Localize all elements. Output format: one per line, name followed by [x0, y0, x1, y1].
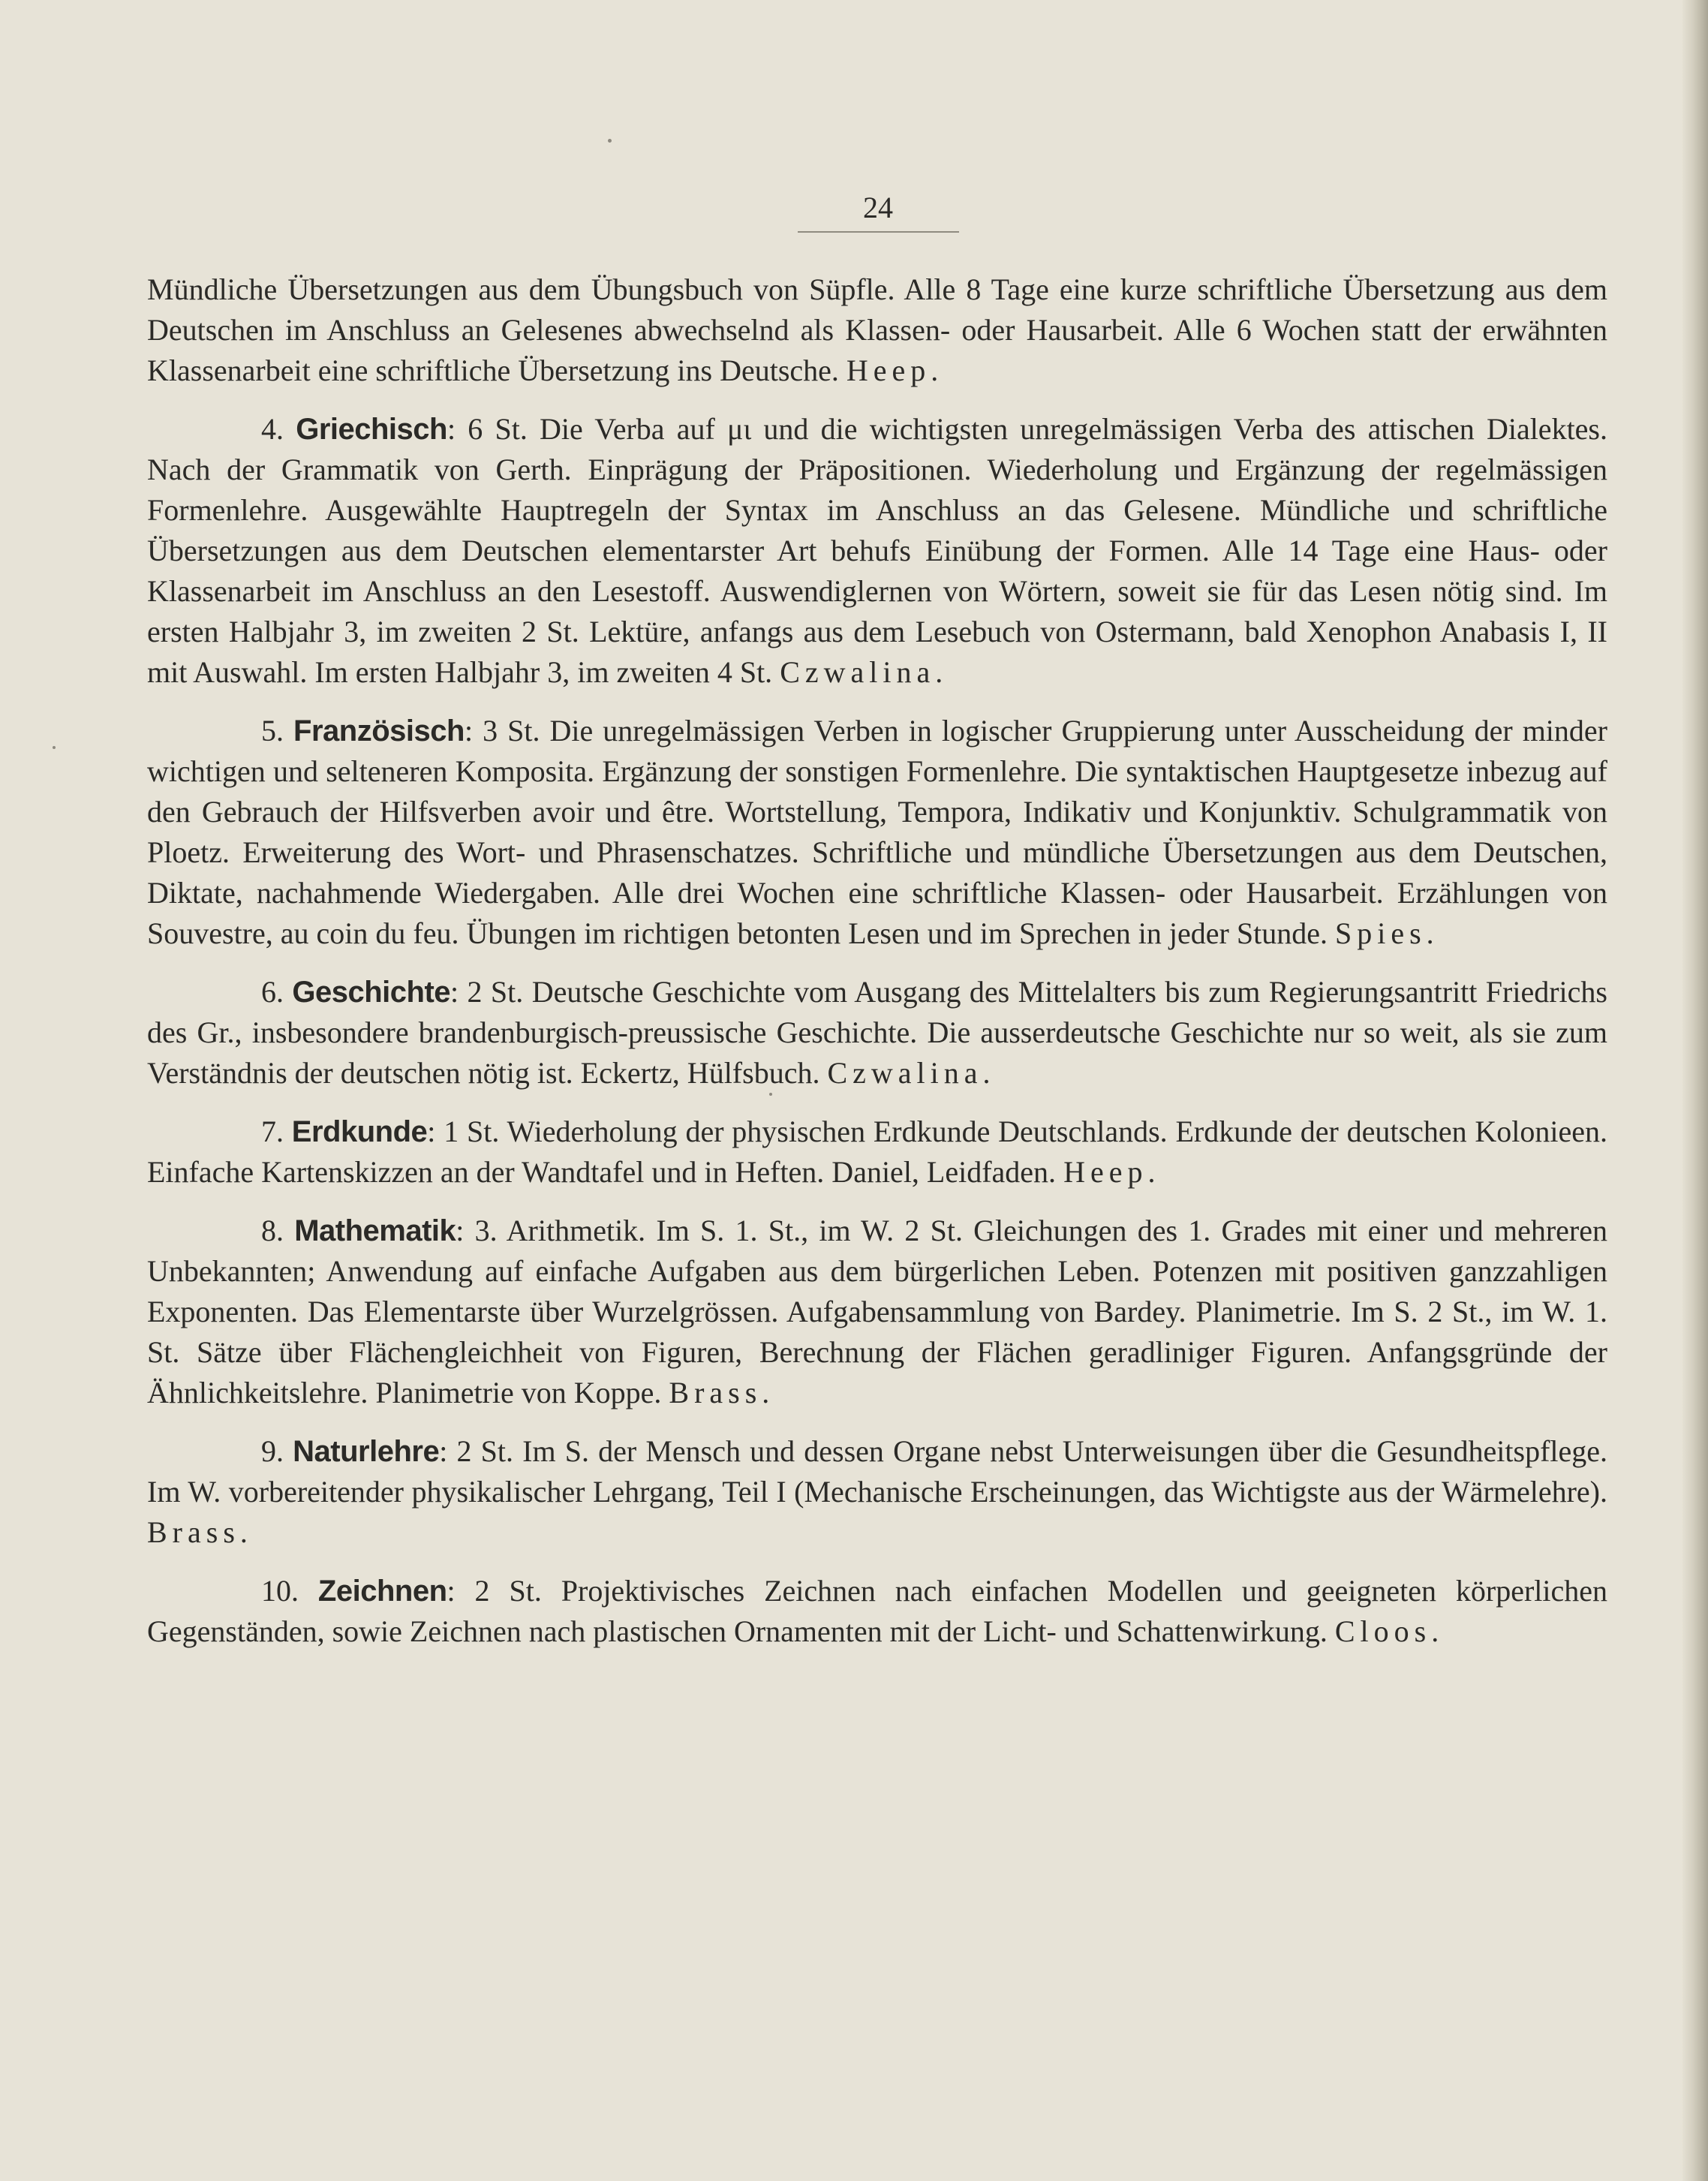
section-number: 9.	[261, 1434, 284, 1468]
section-text: Projektivisches Zeichnen nach einfachen Modellen und geeigneten körperlichen Gegenständen, sowie Zeichnen nach plastischen Ornamenten mit der Licht- und Schattenwirkung.	[147, 1574, 1608, 1648]
section-number: 4.	[261, 412, 284, 446]
paper-speck	[608, 139, 612, 143]
page-binding-edge	[1682, 0, 1708, 2181]
section-hours: : 2 St.	[450, 975, 524, 1009]
section-teacher: Brass.	[669, 1376, 775, 1409]
section-number: 7.	[261, 1115, 284, 1148]
section-text: Im S. der Mensch und dessen Organe nebst Unterweisungen über die Gesundheitspflege. Im W. vorbereitender physikalischer Lehrgang, Teil I (Mechanische Erscheinungen, das Wichtigste aus der Wärmelehre).	[147, 1434, 1608, 1509]
section-number: 5.	[261, 714, 284, 748]
section-erdkunde	[147, 1112, 1607, 1193]
section-subject: Griechisch	[296, 413, 447, 446]
section-teacher: Czwalina.	[827, 1056, 996, 1090]
section-mathematik	[147, 1211, 1607, 1413]
section-text: Die unregelmässigen Verben in logischer Gruppierung unter Ausscheidung der minder wichtigen und selteneren Komposita. Ergänzung der sonstigen Formenlehre. Die syntaktischen Hauptgesetze inbezug auf den Gebrauch der Hilfsverben avoir und être. Wortstellung, Tempora, Indikativ und Konjunktiv. Schulgrammatik von Ploetz. Erweiterung des Wort- und Phrasenschatzes. Schriftliche und mündliche Übersetzungen aus dem Deutschen, Diktate, nachahmende Wiedergaben. Alle drei Wochen eine schriftliche Klassen- oder Hausarbeit. Erzählungen von Souvestre, au coin du feu. Übungen im richtigen betonten Lesen und im Sprechen in jeder Stunde.	[147, 714, 1607, 950]
section-geschichte	[147, 972, 1607, 1094]
intro-text: Mündliche Übersetzungen aus dem Übungsbuch von Süpfle. Alle 8 Tage eine kurze schriftliche Übersetzung aus dem Deutschen im Anschluss an Gelesenes abwechselnd als Klassen- oder Hausarbeit. Alle 6 Wochen statt der erwähnten Klassenarbeit eine schriftliche Übersetzung ins Deutsche.	[147, 272, 1607, 387]
page-number: 24	[863, 191, 893, 224]
section-naturlehre	[147, 1431, 1607, 1553]
section-subject: Mathematik	[294, 1214, 456, 1247]
page-body	[147, 269, 1607, 1670]
section-subject: Naturlehre	[293, 1435, 440, 1468]
section-text: Arithmetik. Im S. 1. St., im W. 2 St. Gleichungen des 1. Grades mit einer und mehreren Unbekannten; Anwendung auf einfache Aufgaben aus dem bürgerlichen Leben. Potenzen mit positiven ganzzahligen Exponenten. Das Elementarste über Wurzelgrössen. Aufgabensammlung von Bardey. Planimetrie. Im S. 2 St., im W. 1. St. Sätze über Flächengleichheit von Figuren, Berechnung der Flächen geradliniger Figuren. Anfangsgründe der Ähnlichkeitslehre. Planimetrie von Koppe.	[147, 1214, 1607, 1409]
paper-speck	[53, 746, 56, 749]
section-number: 8.	[261, 1214, 284, 1247]
section-teacher: Heep.	[1063, 1155, 1161, 1189]
section-subject: Geschichte	[292, 976, 451, 1009]
section-teacher: Czwalina.	[780, 655, 949, 689]
intro-teacher: Heep.	[846, 353, 944, 387]
section-teacher: Brass.	[147, 1515, 253, 1549]
section-hours: : 3 St.	[464, 714, 540, 748]
section-hours: : 1 St.	[427, 1115, 500, 1148]
section-text: Die Verba auf μι und die wichtigsten unregelmässigen Verba des attischen Dialektes. Nach der Grammatik von Gerth. Einprägung der Präpositionen. Wiederholung und Ergänzung der regelmässigen Formenlehre. Ausgewählte Hauptregeln der Syntax im Anschluss an das Gelesene. Mündliche und schriftliche Übersetzungen aus dem Deutschen elementarster Art behufs Einübung der Formen. Alle 14 Tage eine Haus- oder Klassenarbeit im Anschluss an den Lesestoff. Auswendiglernen von Wörtern, soweit sie für das Lesen nötig sind. Im ersten Halbjahr 3, im zweiten 2 St. Lektüre, anfangs aus dem Lesebuch von Ostermann, bald Xenophon Anabasis I, II mit Auswahl. Im ersten Halbjahr 3, im zweiten 4 St.	[147, 412, 1607, 689]
section-franzoesisch	[147, 711, 1607, 954]
section-hours: : 3.	[456, 1214, 498, 1247]
section-subject: Französisch	[293, 714, 465, 748]
intro-paragraph	[147, 269, 1607, 391]
section-teacher: Cloos.	[1334, 1614, 1445, 1648]
section-subject: Zeichnen	[317, 1575, 447, 1608]
section-hours: : 2 St.	[447, 1574, 542, 1608]
page-number-rule	[798, 231, 959, 233]
section-griechisch	[147, 409, 1607, 693]
section-text: Deutsche Geschichte vom Ausgang des Mittelalters bis zum Regierungsantritt Friedrichs des Gr., insbesondere brandenburgisch-preussische Geschichte. Die ausserdeutsche Geschichte nur so weit, als sie zum Verständnis der deutschen nötig ist. Eckertz, Hülfsbuch.	[147, 975, 1607, 1090]
section-teacher: Spies.	[1334, 916, 1439, 950]
section-zeichnen	[147, 1571, 1607, 1652]
section-subject: Erdkunde	[291, 1115, 428, 1148]
section-number: 6.	[261, 975, 284, 1009]
section-hours: : 2 St.	[439, 1434, 513, 1468]
section-hours: : 6 St.	[447, 412, 528, 446]
section-text: Wiederholung der physischen Erdkunde Deutschlands. Erdkunde der deutschen Kolonieen. Einfache Kartenskizzen an der Wandtafel und in Heften. Daniel, Leidfaden.	[147, 1115, 1607, 1189]
section-number: 10.	[261, 1574, 299, 1608]
